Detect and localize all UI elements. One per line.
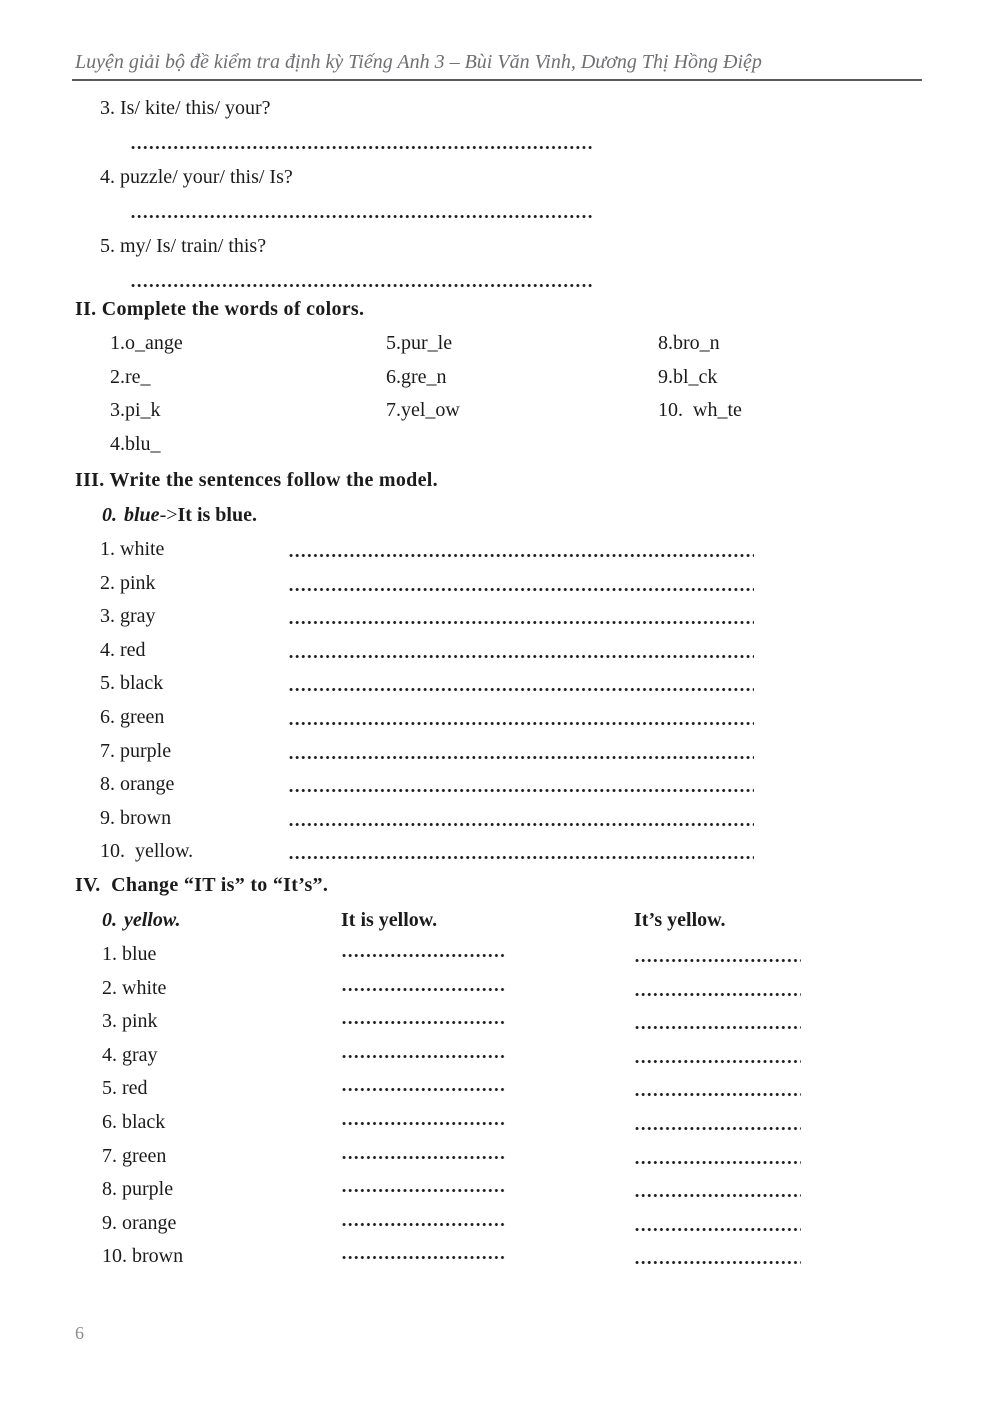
full-form-cell xyxy=(341,1117,634,1135)
contraction-row xyxy=(102,975,992,1001)
answer-dotted-line xyxy=(634,958,801,963)
section4-rows xyxy=(0,941,992,1269)
contraction-row xyxy=(102,1109,992,1135)
answer-dotted-line xyxy=(341,1121,506,1126)
color-label: 2. pink xyxy=(100,571,156,594)
section-contraction xyxy=(0,872,992,1277)
color-words-grid xyxy=(110,330,992,464)
answer-dotted-line xyxy=(634,1059,801,1064)
answer-dotted-line xyxy=(130,283,592,288)
color-label: 10. yellow. xyxy=(100,840,194,863)
answer-dotted-line xyxy=(634,1092,801,1097)
sentence-row xyxy=(100,570,992,596)
model-contracted-form: It’s yellow. xyxy=(634,909,726,931)
color-column-1 xyxy=(110,330,386,464)
color-label: 7. green xyxy=(102,1144,167,1167)
question-text: 5. my/ Is/ train/ this? xyxy=(100,235,267,257)
color-label: 5. red xyxy=(102,1077,148,1100)
answer-dotted-line xyxy=(341,1155,506,1160)
answer-dotted-line xyxy=(288,687,754,692)
answer-dotted-line xyxy=(341,1255,506,1260)
model-number: 0. xyxy=(102,504,117,526)
answer-dotted-line xyxy=(341,953,506,958)
color-label: 4. gray xyxy=(102,1043,158,1066)
color-word-item: 7.yel_ow xyxy=(386,399,460,421)
sentence-row xyxy=(100,738,992,764)
color-label: 3. gray xyxy=(100,605,156,628)
color-label: 10. brown xyxy=(102,1245,184,1268)
model-word-cell xyxy=(102,907,341,933)
model-full-form: It is yellow. xyxy=(341,909,438,931)
answer-dotted-line xyxy=(341,987,506,992)
answer-dotted-line xyxy=(288,587,754,592)
color-label: 9. brown xyxy=(100,806,172,829)
answer-dotted-line xyxy=(288,822,754,827)
answer-dotted-line xyxy=(341,1054,506,1059)
section4-title: IV. Change “IT is” to “It’s”. xyxy=(75,874,329,896)
answer-dotted-line xyxy=(288,788,754,793)
answer-dotted-line xyxy=(634,1227,801,1232)
color-word-item: 5.pur_le xyxy=(386,332,453,354)
answer-dotted-line xyxy=(288,855,754,860)
full-form-cell xyxy=(341,1151,634,1169)
model-arrow: -> xyxy=(159,504,178,526)
contraction-row xyxy=(102,1008,992,1034)
contraction-row xyxy=(102,941,992,967)
answer-dotted-line xyxy=(288,755,754,760)
answer-line-row xyxy=(130,281,992,288)
answer-dotted-line xyxy=(130,214,592,219)
sentence-row xyxy=(100,704,992,730)
answer-dotted-line xyxy=(634,1126,801,1131)
sentence-row xyxy=(100,838,992,864)
contraction-row xyxy=(102,1143,992,1169)
section-complete-colors xyxy=(0,296,992,464)
answer-line-row xyxy=(130,143,992,150)
color-word-item: 2.re_ xyxy=(110,365,151,388)
color-label: 8. purple xyxy=(102,1178,174,1201)
color-label: 1. blue xyxy=(102,943,157,965)
page-header-title: Luyện giải bộ đề kiểm tra định kỳ Tiếng Anh 3 – Bùi Văn Vinh, Dương Thị Hồng Điệp xyxy=(75,51,762,73)
color-label: 3. pink xyxy=(102,1010,158,1033)
color-word-item: 4.blu_ xyxy=(110,432,161,455)
answer-dotted-line xyxy=(634,992,801,997)
question-text: 3. Is/ kite/ this/ your? xyxy=(100,97,271,119)
section2-title: II. Complete the words of colors. xyxy=(75,298,365,320)
color-label: 1. white xyxy=(100,538,165,560)
header-rule xyxy=(72,79,922,81)
full-form-cell xyxy=(341,1184,634,1202)
full-form-cell xyxy=(341,1251,634,1269)
answer-dotted-line xyxy=(341,1188,506,1193)
answer-dotted-line xyxy=(634,1160,801,1165)
answer-dotted-line xyxy=(288,553,754,558)
answer-dotted-line xyxy=(130,145,592,150)
sentence-row xyxy=(100,771,992,797)
color-column-2 xyxy=(386,330,658,464)
color-word-item: 8.bro_n xyxy=(658,332,720,354)
section3-rows xyxy=(0,536,992,864)
section-unscramble xyxy=(0,95,992,302)
color-label: 9. orange xyxy=(102,1211,177,1234)
answer-dotted-line xyxy=(341,1087,506,1092)
section4-model-row xyxy=(102,907,992,933)
full-form-cell xyxy=(341,1016,634,1034)
section-write-sentences xyxy=(0,467,992,872)
page-number: 6 xyxy=(75,1323,84,1343)
full-form-cell xyxy=(341,1083,634,1101)
model-answer: It is blue. xyxy=(177,504,257,526)
answer-dotted-line xyxy=(634,1193,801,1198)
full-form-cell xyxy=(341,983,634,1001)
answer-dotted-line xyxy=(288,721,754,726)
color-label: 7. purple xyxy=(100,739,172,762)
color-column-3 xyxy=(658,330,918,464)
answer-dotted-line xyxy=(288,654,754,659)
full-form-cell xyxy=(341,1218,634,1236)
answer-dotted-line xyxy=(634,1260,801,1265)
section3-title: III. Write the sentences follow the model. xyxy=(75,469,438,491)
contraction-row xyxy=(102,1243,992,1269)
color-label: 5. black xyxy=(100,672,164,695)
color-label: 2. white xyxy=(102,976,167,999)
answer-dotted-line xyxy=(634,1025,801,1030)
contraction-row xyxy=(102,1042,992,1068)
color-label: 4. red xyxy=(100,638,146,661)
sentence-row xyxy=(100,670,992,696)
color-label: 8. orange xyxy=(100,773,175,796)
sentence-row xyxy=(100,536,992,562)
full-form-cell xyxy=(341,1050,634,1068)
color-word-item: 9.bl_ck xyxy=(658,365,718,388)
contraction-row xyxy=(102,1176,992,1202)
answer-line-row xyxy=(130,212,992,219)
color-word-item: 6.gre_n xyxy=(386,365,447,388)
model-word: blue xyxy=(124,504,160,526)
sentence-row xyxy=(100,637,992,663)
model-number: 0. xyxy=(102,909,117,931)
color-word-item: 3.pi_k xyxy=(110,399,161,421)
model-word: yellow. xyxy=(124,909,181,931)
sentence-row xyxy=(100,805,992,831)
answer-dotted-line xyxy=(341,1020,506,1025)
color-word-item: 10. wh_te xyxy=(658,399,742,421)
full-form-cell xyxy=(341,949,634,967)
color-word-item: 1.o_ange xyxy=(110,332,183,354)
color-label: 6. black xyxy=(102,1110,166,1133)
question-text: 4. puzzle/ your/ this/ Is? xyxy=(100,166,293,188)
contraction-row xyxy=(102,1075,992,1101)
answer-dotted-line xyxy=(288,620,754,625)
answer-dotted-line xyxy=(341,1222,506,1227)
color-label: 6. green xyxy=(100,705,165,728)
sentence-row xyxy=(100,603,992,629)
contraction-row xyxy=(102,1210,992,1236)
section3-model-line xyxy=(102,502,992,528)
